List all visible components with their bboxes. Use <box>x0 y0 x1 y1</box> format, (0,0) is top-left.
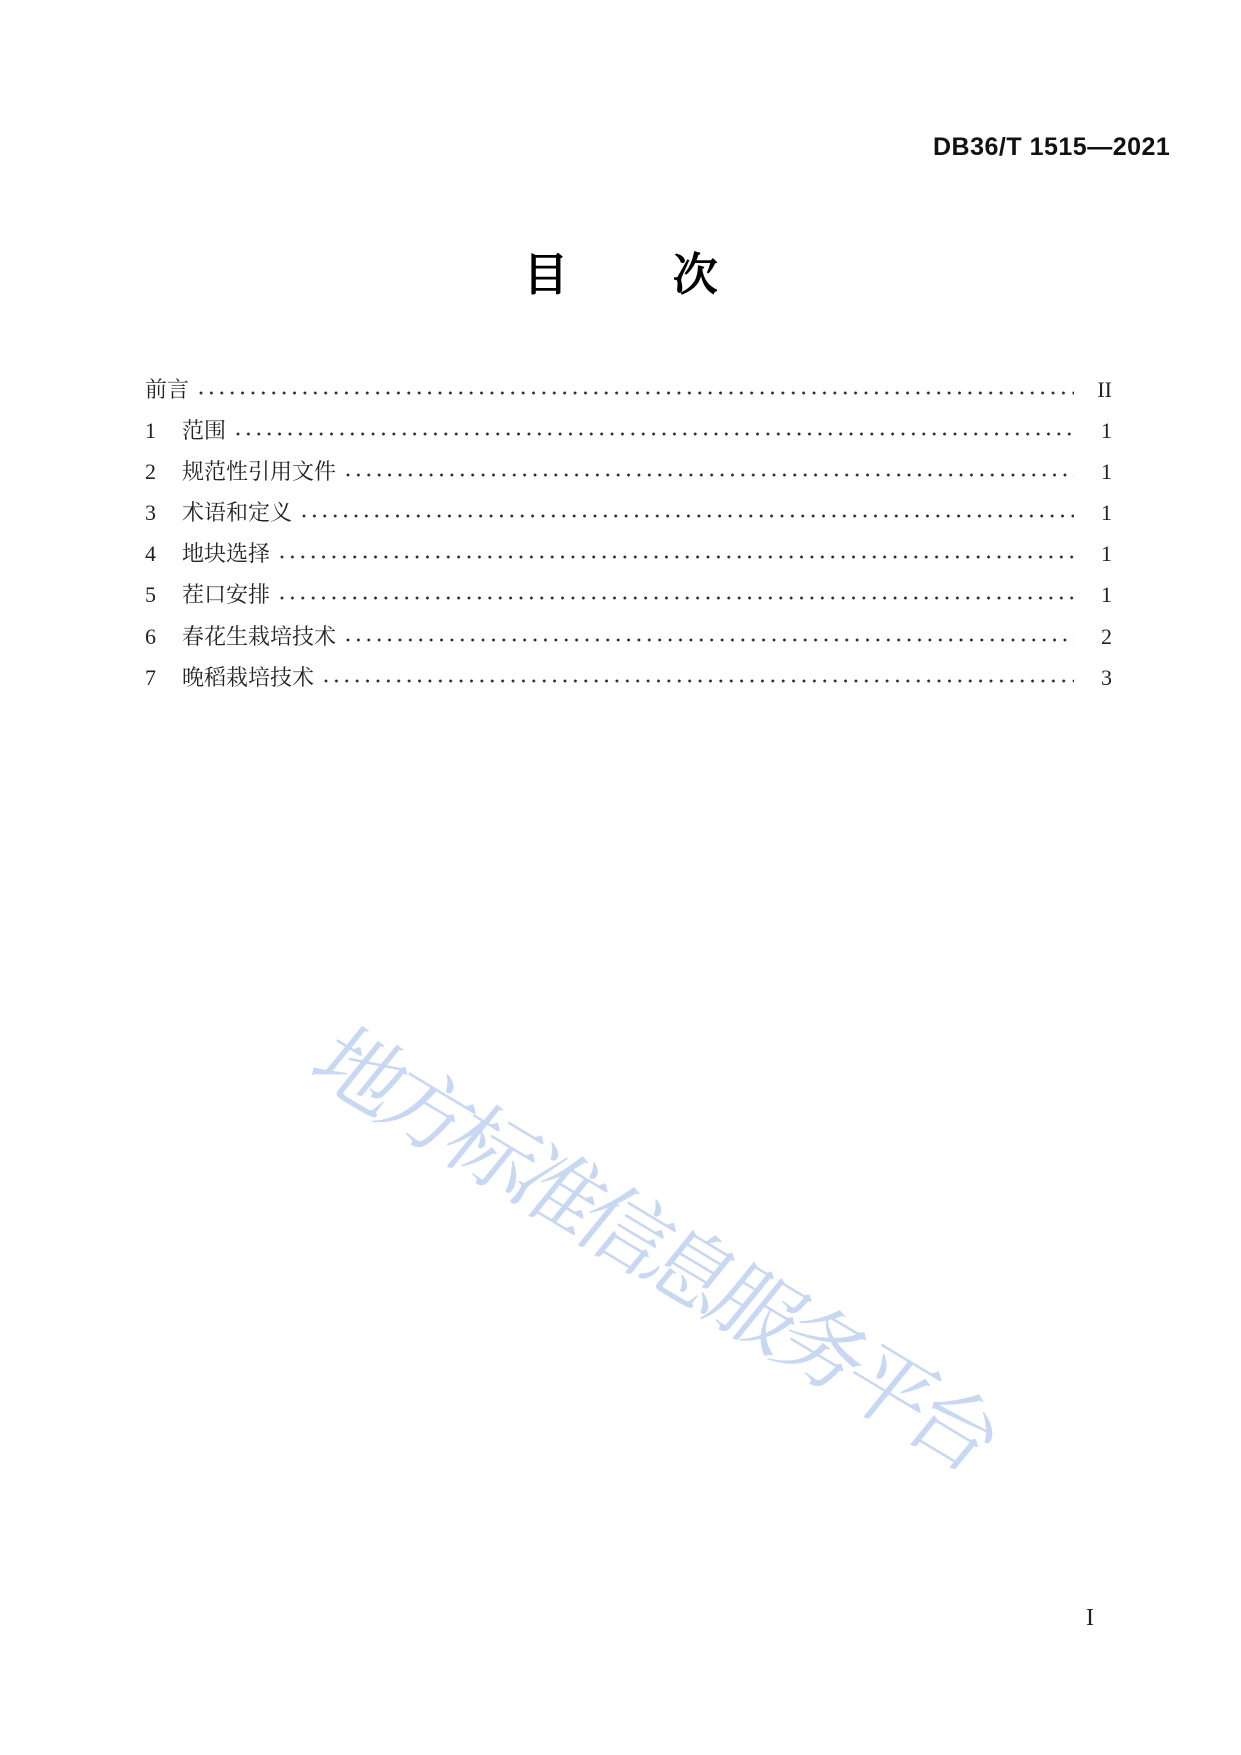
dot-leader <box>280 555 1074 559</box>
dot-leader <box>346 638 1074 642</box>
toc-entry-label: 晚稻栽培技术 <box>182 664 315 690</box>
dot-leader <box>346 473 1074 477</box>
toc-entry-label: 前言 <box>145 377 190 402</box>
toc-entry-page: 1 <box>1101 582 1112 608</box>
toc-entry[interactable] <box>145 616 1112 657</box>
toc-entry-number: 2 <box>145 459 156 485</box>
toc-entry-number: 1 <box>145 418 156 444</box>
toc-entry-page: 1 <box>1101 500 1112 526</box>
dot-leader <box>199 391 1074 395</box>
toc-entry-label: 规范性引用文件 <box>182 459 337 485</box>
toc-entry-page: II <box>1097 377 1112 402</box>
toc-entry-page: 1 <box>1101 418 1112 444</box>
footer-page-number: I <box>1086 1605 1094 1631</box>
dot-leader <box>236 432 1074 436</box>
toc-entry-number: 7 <box>145 664 156 690</box>
toc-entry[interactable] <box>145 533 1112 574</box>
toc-entry-page: 1 <box>1101 541 1112 567</box>
toc-entry-number: 6 <box>145 623 156 649</box>
toc-entry-number: 5 <box>145 582 156 608</box>
dot-leader <box>302 514 1074 518</box>
table-of-contents <box>145 369 1112 698</box>
toc-entry-label: 茬口安排 <box>182 582 271 608</box>
toc-entry-number: 4 <box>145 541 156 567</box>
page-title: 目 次 <box>523 249 718 300</box>
toc-entry-page: 1 <box>1101 459 1112 485</box>
toc-entry-label: 范围 <box>182 418 227 444</box>
toc-entry-label: 春花生栽培技术 <box>182 623 337 649</box>
toc-entry-label: 地块选择 <box>182 541 271 567</box>
dot-leader <box>280 596 1074 600</box>
standard-code-header: DB36/T 1515—2021 <box>933 133 1171 161</box>
toc-entry-label: 术语和定义 <box>182 500 293 526</box>
toc-entry[interactable] <box>145 574 1112 615</box>
dot-leader <box>324 679 1074 683</box>
toc-entry[interactable] <box>145 451 1112 492</box>
toc-entry-page: 3 <box>1101 664 1112 690</box>
toc-entry-number: 3 <box>145 500 156 526</box>
toc-entry[interactable] <box>145 492 1112 533</box>
toc-entry[interactable] <box>145 369 1112 410</box>
toc-entry[interactable] <box>145 657 1112 698</box>
toc-entry-page: 2 <box>1101 623 1112 649</box>
watermark-text: 地方标准信息服务平台 <box>291 1011 1016 1487</box>
toc-entry[interactable] <box>145 410 1112 451</box>
